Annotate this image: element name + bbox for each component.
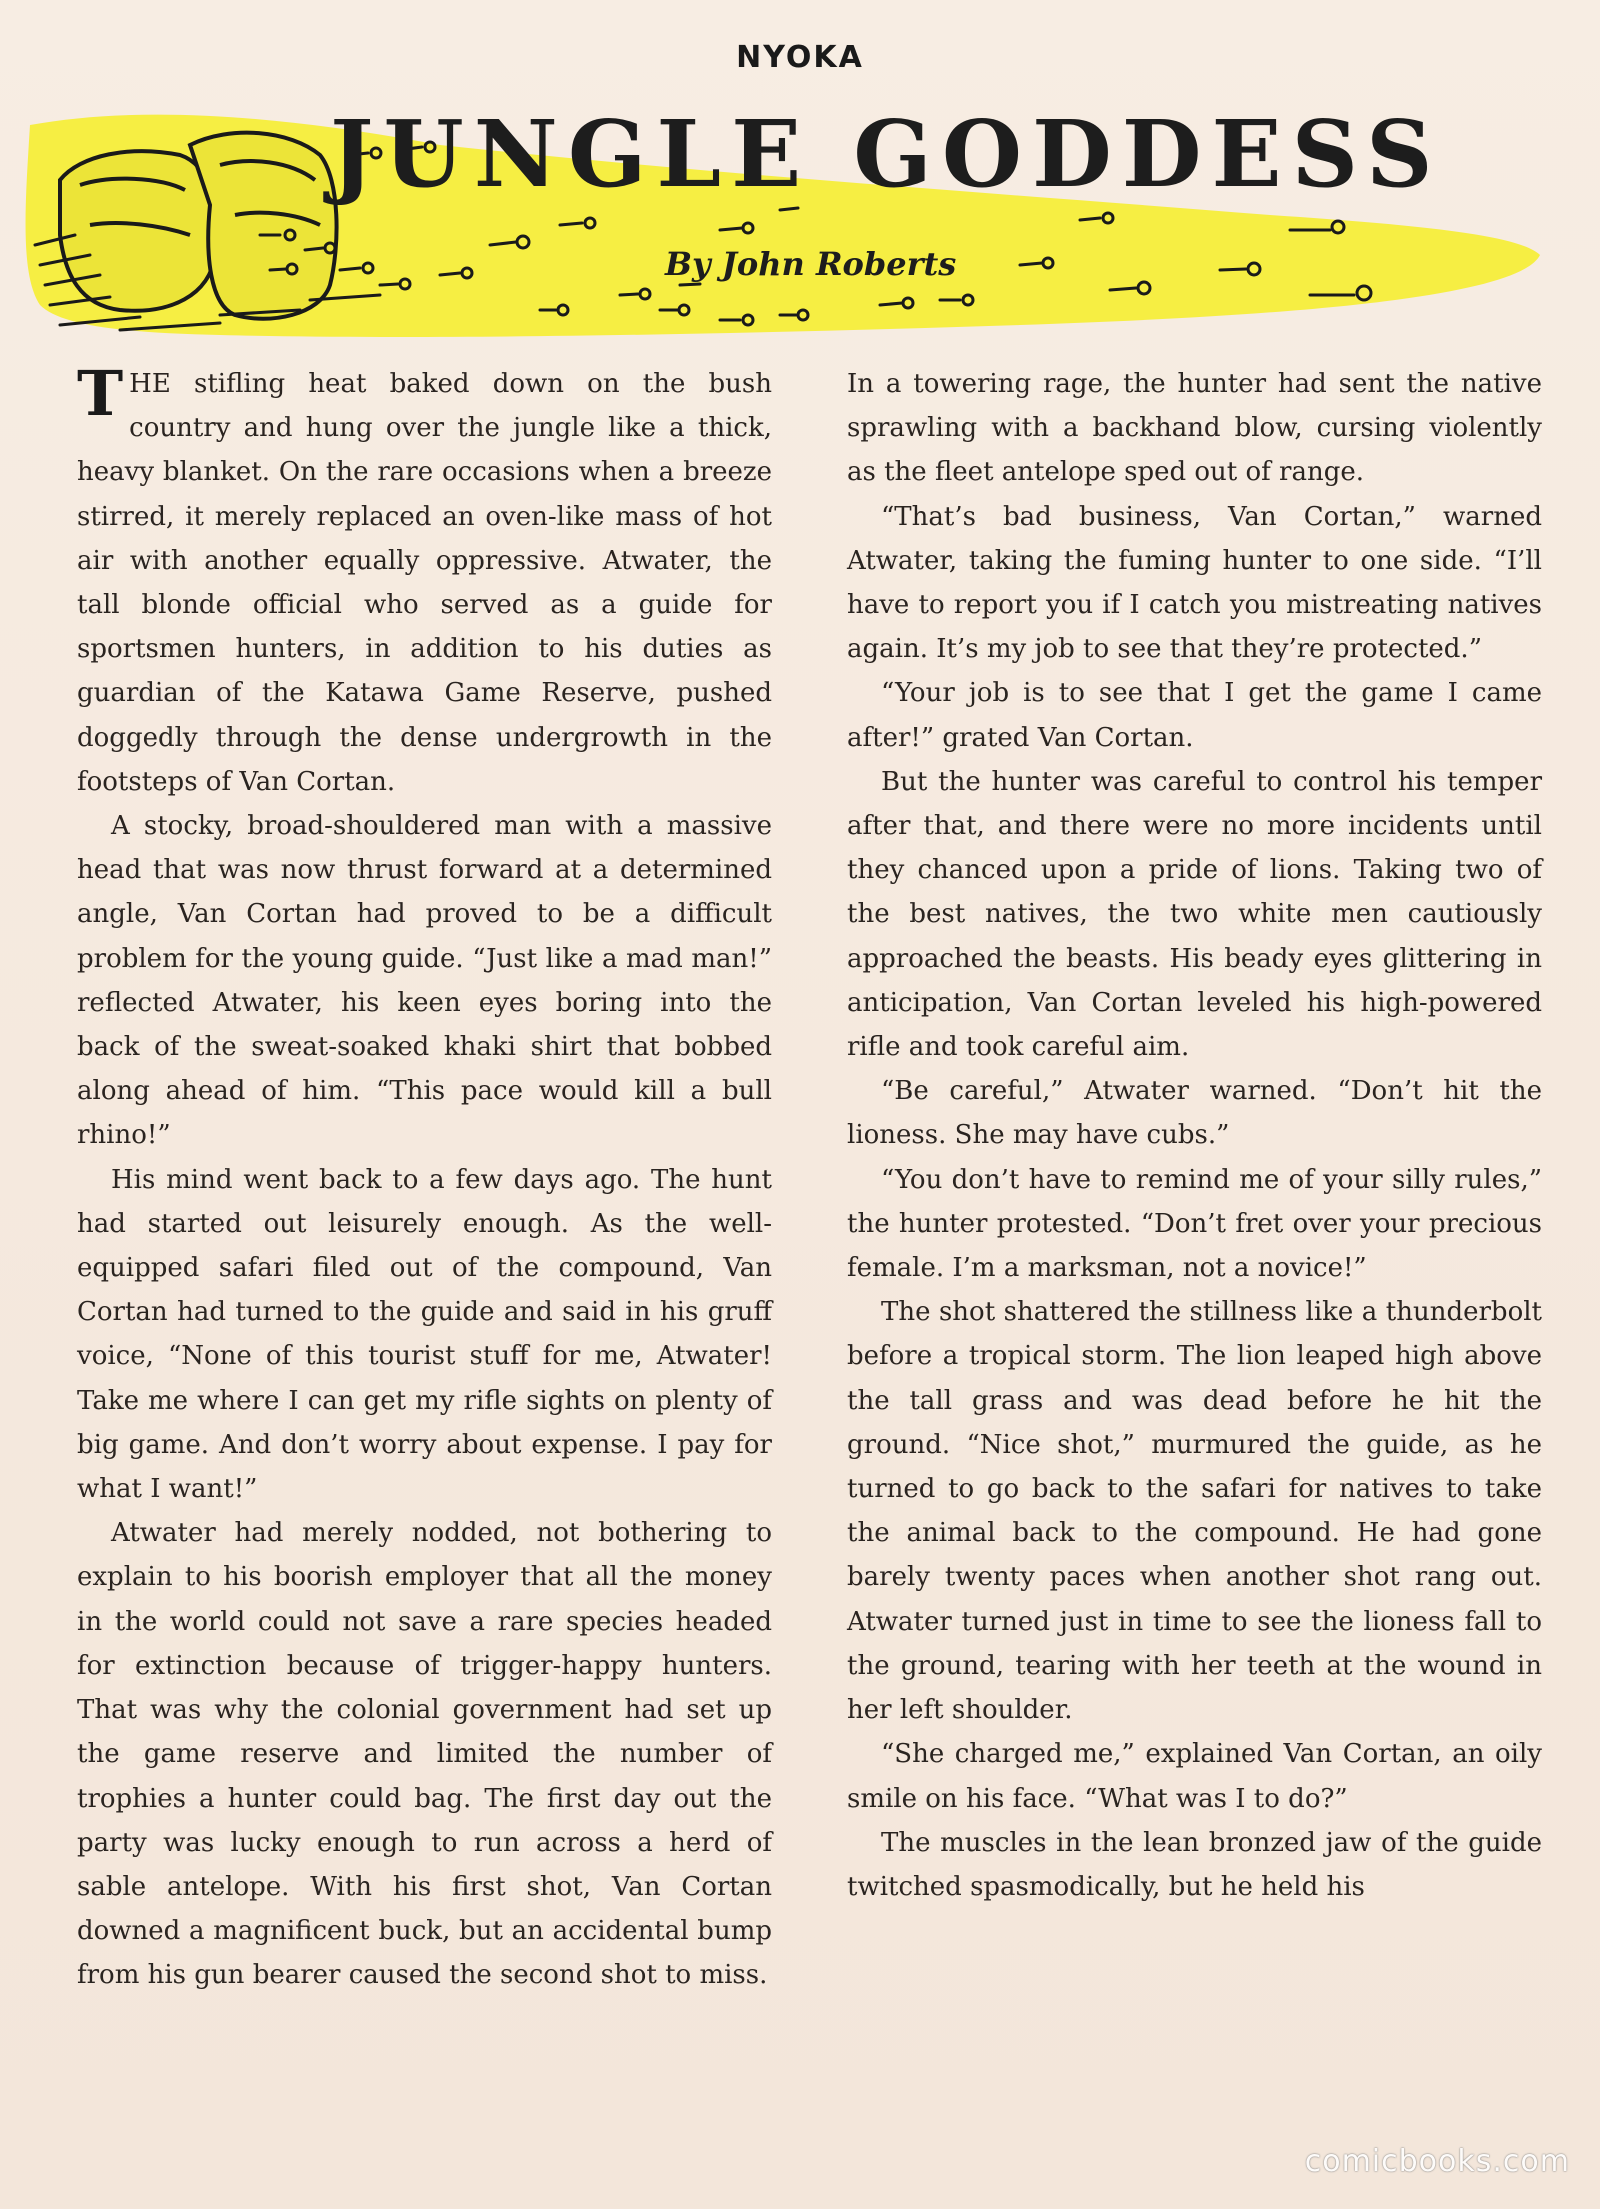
paragraph: His mind went back to a few days ago. The hunt had started out leisurely enough. As the well-equipped safari filed out of the compound, Van Cortan had turned to the guide and said in his gruff voice, “None of this tourist stuff for me, Atwater! Take me where I can get my rifle sights on plenty of big game. And don’t worry about expense. I pay for what I want!” xyxy=(77,1164,772,1505)
paragraph: “She charged me,” explained Van Cortan, an oily smile on his face. “What was I to do?” xyxy=(847,1739,1542,1814)
paragraph: Atwater had merely nodded, not bothering to explain to his boorish employer that all the money in the world could not save a rare species headed for extinction because of trigger-happy hunters. That was why the colonial government had set up the game reserve and limited the number of trophies a hunter could bag. The first day out the party was lucky enough to run across a herd of sable antelope. With his first shot, Van Cortan downed a magnificent buck, but an accidental bump from his gun bearer caused the second shot to miss. xyxy=(77,1518,772,1991)
paragraph-text: HE stifling heat baked down on the bush country and hung over the jungle like a thick, heavy blanket. On the rare occasions when a breeze stirred, it merely replaced an oven-like mass of hot air with another equally oppressive. Atwater, the tall blonde official who served as a guide for sportsmen hunters, in addition to his duties as guardian of the Katawa Game Reserve, pushed doggedly through the dense undergrowth in the footsteps of Van Cortan. xyxy=(77,369,772,797)
site-watermark: comicbooks.com xyxy=(1304,2144,1570,2179)
byline: By John Roberts xyxy=(665,245,957,283)
running-head: NYOKA xyxy=(736,40,864,75)
rock-cluster-icon xyxy=(60,133,337,319)
left-column xyxy=(77,357,772,1998)
article-title: JUNGLE GODDESS xyxy=(330,100,1443,208)
paragraph: A stocky, broad-shouldered man with a massive head that was now thrust forward at a determined angle, Van Cortan had proved to be a difficult problem for the young guide. “Just like a mad man!” reflected Atwater, his keen eyes boring into the back of the sweat-soaked khaki shirt that bobbed along ahead of him. “This pace would kill a bull rhino!” xyxy=(77,811,772,1151)
drop-cap: T xyxy=(77,357,124,430)
paragraph xyxy=(77,357,772,804)
paragraph: “Your job is to see that I get the game I came after!” grated Van Cortan. xyxy=(847,678,1542,753)
paragraph: But the hunter was careful to control his temper after that, and there were no more incidents until they chanced upon a pride of lions. Taking two of the best natives, the two white men cautiously approached the beasts. His beady eyes glittering in anticipation, Van Cortan leveled his high-powered rifle and took careful aim. xyxy=(847,766,1542,1063)
paragraph: In a towering rage, the hunter had sent the native sprawling with a backhand blow, cursing violently as the fleet antelope sped out of range. xyxy=(847,369,1542,488)
paragraph: “Be careful,” Atwater warned. “Don’t hit the lioness. She may have cubs.” xyxy=(847,1076,1542,1151)
paragraph: The shot shattered the stillness like a thunderbolt before a tropical storm. The lion leaped high above the tall grass and was dead before he hit the ground. “Nice shot,” murmured the guide, as he turned to go back to the safari for natives to take the animal back to the compound. He had gone barely twenty paces when another shot rang out. Atwater turned just in time to see the lioness fall to the ground, tearing with her teeth at the wound in her left shoulder. xyxy=(847,1297,1542,1726)
paragraph: “You don’t have to remind me of your silly rules,” the hunter protested. “Don’t fret over your precious female. I’m a marksman, not a novice!” xyxy=(847,1164,1542,1284)
paragraph: “That’s bad business, Van Cortan,” warned Atwater, taking the fuming hunter to one side. “I’ll have to report you if I catch you mistreating natives again. It’s my job to see that they’re protected.” xyxy=(847,501,1542,665)
right-column xyxy=(847,362,1542,1909)
paragraph: The muscles in the lean bronzed jaw of the guide twitched spasmodically, but he held his xyxy=(847,1827,1542,1902)
